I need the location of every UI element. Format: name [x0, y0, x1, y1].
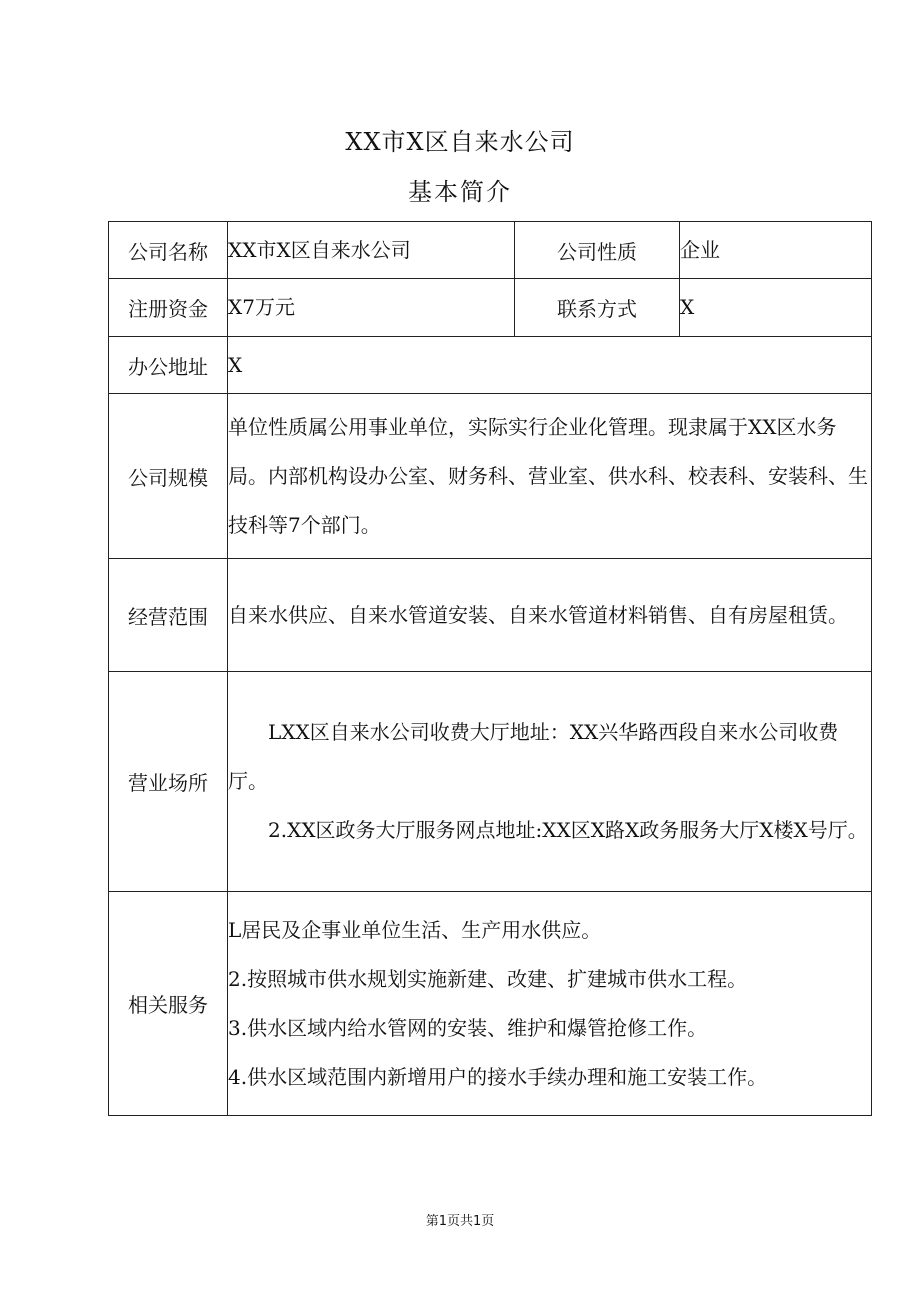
services-label: 相关服务	[109, 892, 228, 1116]
table-row	[109, 559, 872, 672]
document-title: XX市X区自来水公司	[345, 128, 575, 156]
company-type-label: 公司性质	[515, 222, 680, 279]
table-row	[109, 279, 872, 337]
table-row	[109, 394, 872, 559]
table-row	[109, 672, 872, 892]
premises-label: 营业场所	[109, 672, 228, 892]
page-number: 第1页共1页	[425, 1214, 495, 1229]
capital-label: 注册资金	[109, 279, 228, 337]
scale-value: 单位性质属公用事业单位，实际实行企业化管理。现隶属于XX区水务局。内部机构设办公室、财务科、营业室、供水科、校表科、安装科、生技科等7个部门。	[228, 394, 872, 559]
document-subtitle: 基本简介	[408, 178, 512, 206]
address-value: X	[228, 337, 872, 394]
table-row	[109, 222, 872, 279]
scope-label: 经营范围	[109, 559, 228, 672]
premises-item: LXX区自来水公司收费大厅地址：XX兴华路西段自来水公司收费厅。	[228, 720, 839, 793]
services-item: 4.供水区域范围内新增用户的接水手续办理和施工安装工作。	[228, 1064, 768, 1089]
scale-label: 公司规模	[109, 394, 228, 559]
services-item: L居民及企事业单位生活、生产用水供应。	[228, 917, 602, 942]
premises-item: 2.XX区政务大厅服务网点地址:XX区X路X政务服务大厅X楼X号厅。	[268, 818, 868, 842]
services-item: 3.供水区域内给水管网的安装、维护和爆管抢修工作。	[228, 1015, 708, 1040]
table-row	[109, 892, 872, 1116]
contact-label: 联系方式	[515, 279, 680, 337]
address-label: 办公地址	[109, 337, 228, 394]
premises-list	[228, 672, 872, 892]
table-row	[109, 337, 872, 394]
capital-value: X7万元	[228, 279, 515, 337]
services-list	[228, 892, 872, 1116]
contact-value: X	[680, 279, 872, 337]
scope-value: 自来水供应、自来水管道安装、自来水管道材料销售、自有房屋租赁。	[228, 559, 872, 672]
company-info-table	[108, 221, 872, 1116]
services-item: 2.按照城市供水规划实施新建、改建、扩建城市供水工程。	[228, 966, 748, 991]
company-type-value: 企业	[680, 222, 872, 279]
company-name-label: 公司名称	[109, 222, 228, 279]
company-name-value: XX市X区自来水公司	[228, 222, 515, 279]
